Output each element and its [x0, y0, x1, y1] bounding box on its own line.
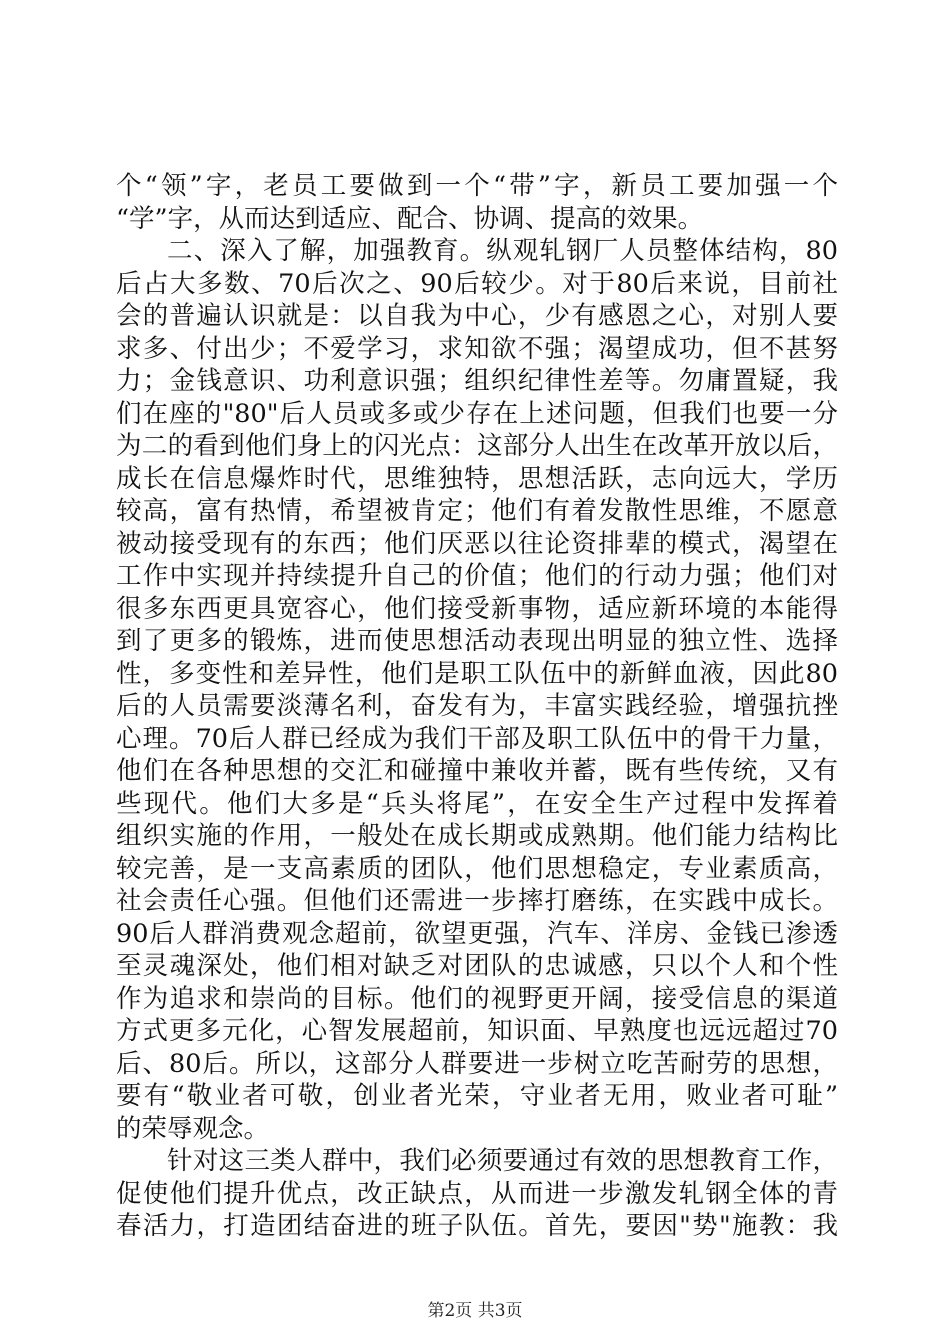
- page-number-label: 第2页 共3页: [427, 1301, 523, 1321]
- text-line: 作为追求和崇尚的目标。他们的视野更开阔，接受信息的渠道: [116, 983, 838, 1014]
- text-line: 至灵魂深处，他们相对缺乏对团队的忠诚感，只以个人和个性: [116, 951, 838, 981]
- text-line: 会的普遍认识就是：以自我为中心，少有感恩之心，对别人要: [116, 301, 838, 331]
- text-line: 求多、付出少；不爱学习，求知欲不强；渴望成功，但不甚努: [116, 333, 838, 364]
- text-line: 成长在信息爆炸时代，思维独特，思想活跃，志向远大，学历: [116, 463, 838, 494]
- text-line: 心理。70后人群已经成为我们干部及职工队伍中的骨干力量，: [116, 723, 838, 754]
- text-line: 他们在各种思想的交汇和碰撞中兼收并蓄，既有些传统，又有: [116, 756, 838, 786]
- text-line: 组织实施的作用，一般处在成长期或成熟期。他们能力结构比: [116, 821, 838, 851]
- text-line: 很多东西更具宽容心，他们接受新事物，适应新环境的本能得: [116, 593, 838, 624]
- text-line: 较完善，是一支高素质的团队，他们思想稳定，专业素质高，: [116, 853, 838, 884]
- paragraph-start-line: 针对这三类人群中，我们必须要通过有效的思想教育工作，: [167, 1146, 838, 1176]
- text-line: 的荣辱观念。: [116, 1113, 270, 1144]
- body-text: [116, 170, 838, 1243]
- text-line: 到了更多的锻炼，进而使思想活动表现出明显的独立性、选择: [116, 626, 838, 656]
- text-line: 90后人群消费观念超前，欲望更强，汽车、洋房、金钱已渗透: [116, 918, 838, 949]
- page-footer: [0, 1300, 950, 1322]
- text-line: 社会责任心强。但他们还需进一步摔打磨练，在实践中成长。: [116, 886, 838, 916]
- text-line: 为二的看到他们身上的闪光点：这部分人出生在改革开放以后，: [116, 431, 838, 461]
- text-line: 春活力，打造团结奋进的班子队伍。首先，要因"势"施教：我: [116, 1211, 838, 1241]
- text-line: 较高，富有热情，希望被肯定；他们有着发散性思维，不愿意: [116, 496, 838, 526]
- text-line: 后、80后。所以，这部分人群要进一步树立吃苦耐劳的思想，: [116, 1048, 838, 1079]
- text-line: 们在座的"80"后人员或多或少存在上述问题，但我们也要一分: [116, 398, 838, 429]
- text-line: 后的人员需要淡薄名利，奋发有为，丰富实践经验，增强抗挫: [116, 691, 838, 721]
- text-line: “学”字，从而达到适应、配合、协调、提高的效果。: [116, 203, 704, 234]
- text-line: 方式更多元化，心智发展超前，知识面、早熟度也远远超过70: [116, 1016, 838, 1046]
- text-line: 些现代。他们大多是“兵头将尾”，在安全生产过程中发挥着: [116, 788, 838, 819]
- text-line: 被动接受现有的东西；他们厌恶以往论资排辈的模式，渴望在: [116, 528, 838, 559]
- text-line: 后占大多数、70后次之、90后较少。对于80后来说，目前社: [116, 268, 838, 299]
- text-line: 要有“敬业者可敬，创业者光荣，守业者无用，败业者可耻”: [116, 1081, 838, 1111]
- paragraph-start-line: 二、深入了解，加强教育。纵观轧钢厂人员整体结构，80: [167, 236, 838, 266]
- text-line: 性，多变性和差异性，他们是职工队伍中的新鲜血液，因此80: [116, 658, 838, 689]
- text-line: 个“领”字，老员工要做到一个“带”字，新员工要加强一个: [116, 171, 838, 201]
- text-line: 工作中实现并持续提升自己的价值；他们的行动力强；他们对: [116, 561, 838, 591]
- text-line: 力；金钱意识、功利意识强；组织纪律性差等。勿庸置疑，我: [116, 366, 838, 396]
- text-line: 促使他们提升优点，改正缺点，从而进一步激发轧钢全体的青: [116, 1178, 838, 1209]
